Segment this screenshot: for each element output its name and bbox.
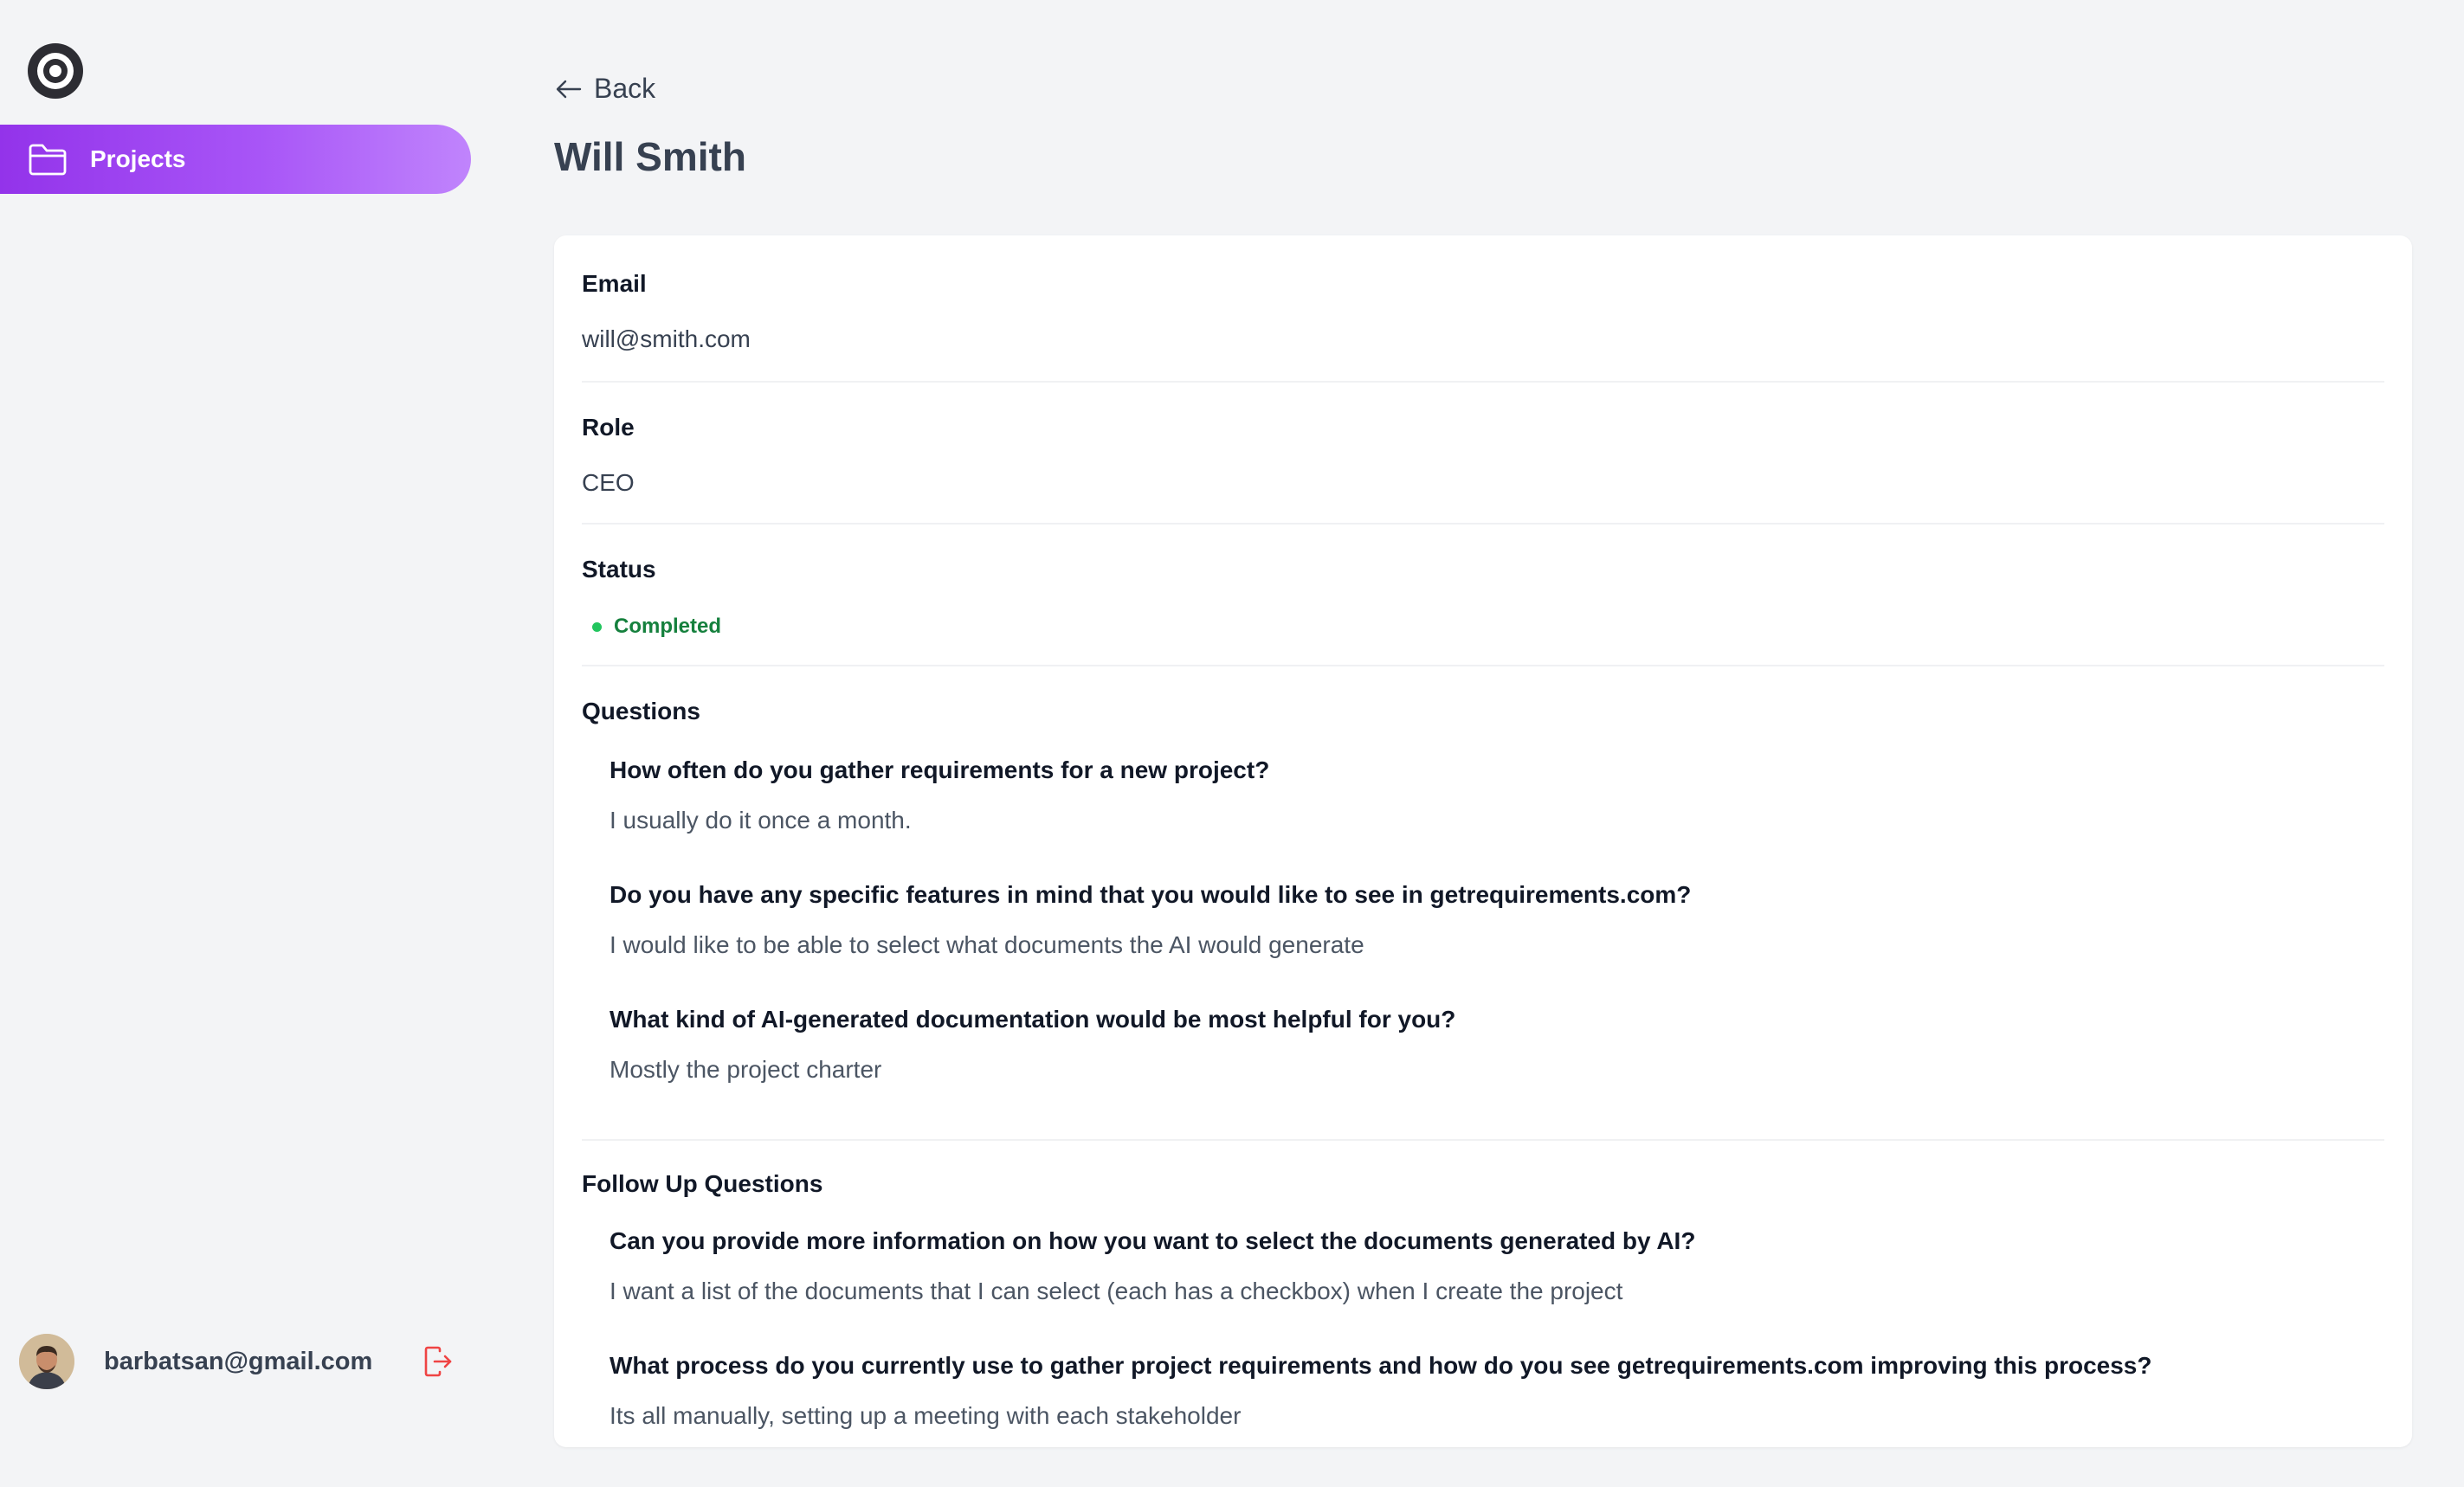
user-account-bar [19,1333,461,1390]
back-link[interactable] [554,73,655,105]
sidebar-item-label: Projects [90,145,186,172]
folder-icon [28,142,68,177]
answer-text: I would like to be able to select what documents the AI would generate [610,931,1364,958]
role-value: CEO [582,469,635,496]
logout-icon[interactable] [421,1344,455,1379]
target-logo-icon[interactable] [28,43,83,99]
list-item [610,1227,1695,1305]
role-label: Role [582,414,635,441]
details-card [554,235,2412,1447]
user-email: barbatsan@gmail.com [104,1347,373,1375]
email-label: Email [582,270,647,297]
page-title: Will Smith [554,134,746,179]
question-text: What kind of AI-generated documentation would be most helpful for you? [610,1006,1456,1033]
follow-up-section [582,1141,2384,1487]
question-text: Can you provide more information on how you want to select the documents generated by AI? [610,1227,1696,1254]
list-item [610,881,1691,959]
question-text: What process do you currently use to gather project requirements and how do you see getrequirements.com improving this process? [610,1352,2152,1379]
status-label: Status [582,556,656,583]
list-item [610,1352,2151,1430]
status-value: Completed [614,615,722,638]
email-value: will@smith.com [582,325,751,352]
list-item [610,1006,1455,1084]
back-label: Back [594,73,656,104]
questions-section [582,666,2384,1141]
question-text: How often do you gather requirements for a new project? [610,756,1270,783]
status-field [582,525,2384,666]
role-field [582,383,2384,525]
sidebar [0,0,502,1411]
question-text: Do you have any specific features in mind that you would like to see in getrequirements.com? [610,881,1692,908]
answer-text: I want a list of the documents that I can select (each has a checkbox) when I create the project [610,1278,1623,1304]
answer-text: I usually do it once a month. [610,807,912,834]
status-badge [582,615,721,639]
follow-up-label: Follow Up Questions [582,1170,823,1197]
answer-text: Mostly the project charter [610,1056,882,1083]
questions-label: Questions [582,698,700,724]
list-item [610,756,1269,834]
main-content [554,0,2412,1429]
avatar[interactable] [19,1334,74,1389]
email-field [582,235,2384,383]
arrow-left-icon [554,76,584,102]
sidebar-item-projects[interactable] [0,125,471,194]
status-dot-icon [592,622,602,632]
answer-text: Its all manually, setting up a meeting with each stakeholder [610,1402,1242,1429]
